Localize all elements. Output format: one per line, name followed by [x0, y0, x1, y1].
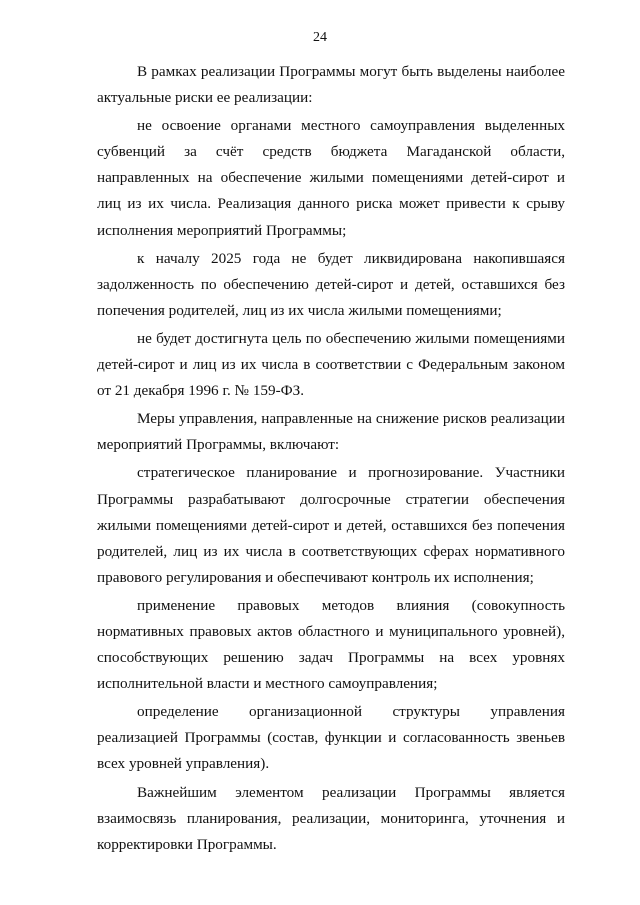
paragraph-measure-structure: определение организационной структуры управления реализацией Программы (состав, функции и согласованность звеньев всех уровней управления). — [97, 703, 565, 773]
paragraph-measure-legal: применение правовых методов влияния (совокупность нормативных правовых актов областного и муниципального уровней), способствующих решению задач Программы на всех уровнях исполнительной власти и местного самоуправления; — [97, 596, 565, 693]
page-number: 24 — [313, 30, 327, 45]
paragraph-conclusion: Важнейшим элементом реализации Программы является взаимосвязь планирования, реализации, мониторинга, уточнения и корректировки Программы. — [97, 783, 565, 853]
paragraph-measures-intro: Меры управления, направленные на снижение рисков реализации мероприятий Программы, включают: — [97, 410, 565, 454]
paragraph-measure-planning: стратегическое планирование и прогнозирование. Участники Программы разрабатывают долгосрочные стратегии обеспечения жилыми помещениями детей-сирот и детей, оставшихся без попечения родителей, лиц из их числа в соответствующих сферах нормативного правового регулирования и обеспечивают контроль их исполнения; — [97, 464, 565, 586]
paragraph-risk-goal: не будет достигнута цель по обеспечению жилыми помещениями детей-сирот и лиц из их числа в соответствии с Федеральным законом от 21 декабря 1996 г. № 159-ФЗ. — [97, 329, 565, 400]
document-body — [97, 59, 565, 858]
paragraph-risk-subventions: не освоение органами местного самоуправления выделенных субвенций за счёт средств бюджета Магаданской области, направленных на обеспечение жилыми помещениями детей-сирот и лиц из их числа. Реализация данного риска может привести к срыву исполнения мероприятий Программы; — [97, 117, 565, 239]
paragraph-risk-debt: к началу 2025 года не будет ликвидирована накопившаяся задолженность по обеспечению детей-сирот и детей, оставшихся без попечения родителей, лиц из их числа жилыми помещениями; — [97, 249, 565, 319]
paragraph-risks-intro: В рамках реализации Программы могут быть выделены наиболее актуальные риски ее реализации: — [97, 63, 565, 107]
